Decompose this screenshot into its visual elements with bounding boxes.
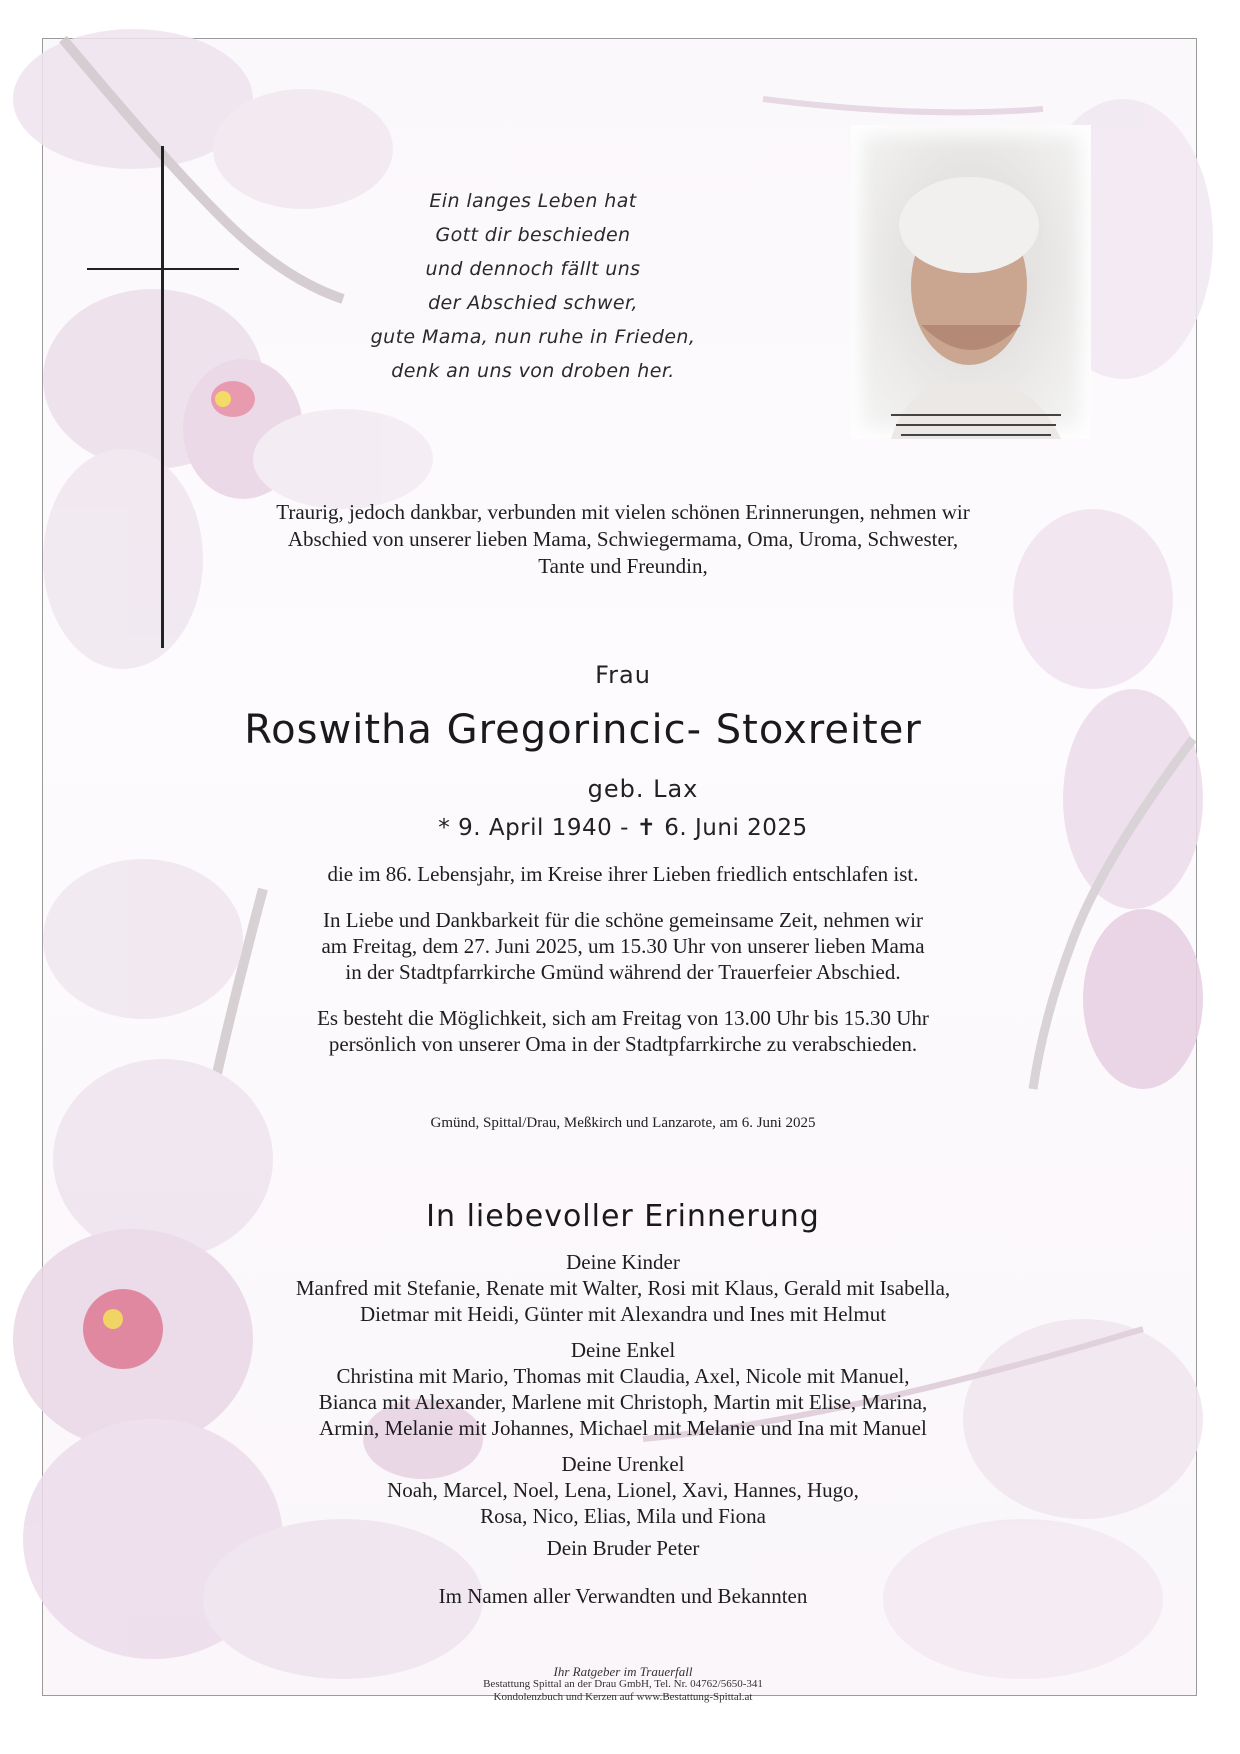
grandchildren-line: Christina mit Mario, Thomas mit Claudia, Axel, Nicole mit Manuel, <box>336 1364 910 1388</box>
memory-heading: In liebevoller Erinnerung <box>426 1199 820 1234</box>
viewing-line: persönlich von unserer Oma in der Stadtpfarrkirche zu verabschieden. <box>328 1032 918 1056</box>
children-heading: Deine Kinder <box>566 1250 680 1274</box>
great-grandchildren-line: Noah, Marcel, Noel, Lena, Lionel, Xavi, Hannes, Hugo, <box>387 1478 859 1502</box>
brother-line: Dein Bruder Peter <box>546 1536 700 1560</box>
obituary-card <box>42 38 1197 1703</box>
grandchildren-line: Armin, Melanie mit Johannes, Michael mit Melanie und Ina mit Manuel <box>319 1416 927 1440</box>
cross-horizontal-bar <box>87 268 239 270</box>
footer-company: Bestattung Spittal an der Drau GmbH, Tel. Nr. 04762/5650-341 <box>483 1678 763 1690</box>
cross-vertical-bar <box>161 146 164 648</box>
intro-line: Traurig, jedoch dankbar, verbunden mit vielen schönen Erinnerungen, nehmen wir <box>276 500 970 524</box>
viewing-line: Es besteht die Möglichkeit, sich am Freitag von 13.00 Uhr bis 15.30 Uhr <box>317 1006 929 1030</box>
great-grandchildren-heading: Deine Urenkel <box>561 1452 685 1476</box>
children-line: Dietmar mit Heidi, Günter mit Alexandra und Ines mit Helmut <box>359 1302 887 1326</box>
salutation: Frau <box>595 661 651 689</box>
footer-tagline: Ihr Ratgeber im Trauerfall <box>553 1664 693 1679</box>
life-dates: * 9. April 1940 - ✝ 6. Juni 2025 <box>438 815 808 841</box>
footer-web: Kondolenzbuch und Kerzen auf www.Bestattung-Spittal.at <box>493 1691 753 1703</box>
poem <box>333 184 733 388</box>
poem-line: denk an uns von droben her. <box>391 360 675 382</box>
portrait-photo <box>851 125 1091 439</box>
poem-line: Ein langes Leben hat <box>429 190 637 212</box>
closing-line: Im Namen aller Verwandten und Bekannten <box>438 1584 808 1608</box>
poem-line: der Abschied schwer, <box>428 292 638 314</box>
ceremony-line: am Freitag, dem 27. Juni 2025, um 15.30 Uhr von unserer lieben Mama <box>321 934 925 958</box>
intro-text <box>243 499 1003 580</box>
place-date: Gmünd, Spittal/Drau, Meßkirch und Lanzarote, am 6. Juni 2025 <box>430 1115 816 1131</box>
great-grandchildren-section <box>233 1451 1013 1529</box>
grandchildren-line: Bianca mit Alexander, Marlene mit Christoph, Martin mit Elise, Marina, <box>318 1390 928 1414</box>
ceremony-text <box>243 907 1003 985</box>
children-line: Manfred mit Stefanie, Renate mit Walter, Rosi mit Klaus, Gerald mit Isabella, <box>295 1276 951 1300</box>
birth-name: geb. Lax <box>587 775 699 803</box>
grandchildren-heading: Deine Enkel <box>570 1338 676 1362</box>
deceased-name: Roswitha Gregorincic- Stoxreiter <box>244 707 922 753</box>
age-line: die im 86. Lebensjahr, im Kreise ihrer Lieben friedlich entschlafen ist. <box>327 862 919 886</box>
intro-line: Abschied von unserer lieben Mama, Schwiegermama, Oma, Uroma, Schwester, <box>287 527 959 551</box>
poem-line: gute Mama, nun ruhe in Frieden, <box>370 326 696 348</box>
poem-line: und dennoch fällt uns <box>425 258 641 280</box>
viewing-text <box>243 1005 1003 1057</box>
ceremony-line: In Liebe und Dankbarkeit für die schöne gemeinsame Zeit, nehmen wir <box>322 908 924 932</box>
children-section <box>233 1249 1013 1327</box>
funeral-home-footer <box>403 1665 843 1704</box>
intro-line: Tante und Freundin, <box>538 554 708 578</box>
grandchildren-section <box>233 1337 1013 1441</box>
great-grandchildren-line: Rosa, Nico, Elias, Mila und Fiona <box>480 1504 766 1528</box>
poem-line: Gott dir beschieden <box>435 224 631 246</box>
ceremony-line: in der Stadtpfarrkirche Gmünd während der Trauerfeier Abschied. <box>345 960 901 984</box>
